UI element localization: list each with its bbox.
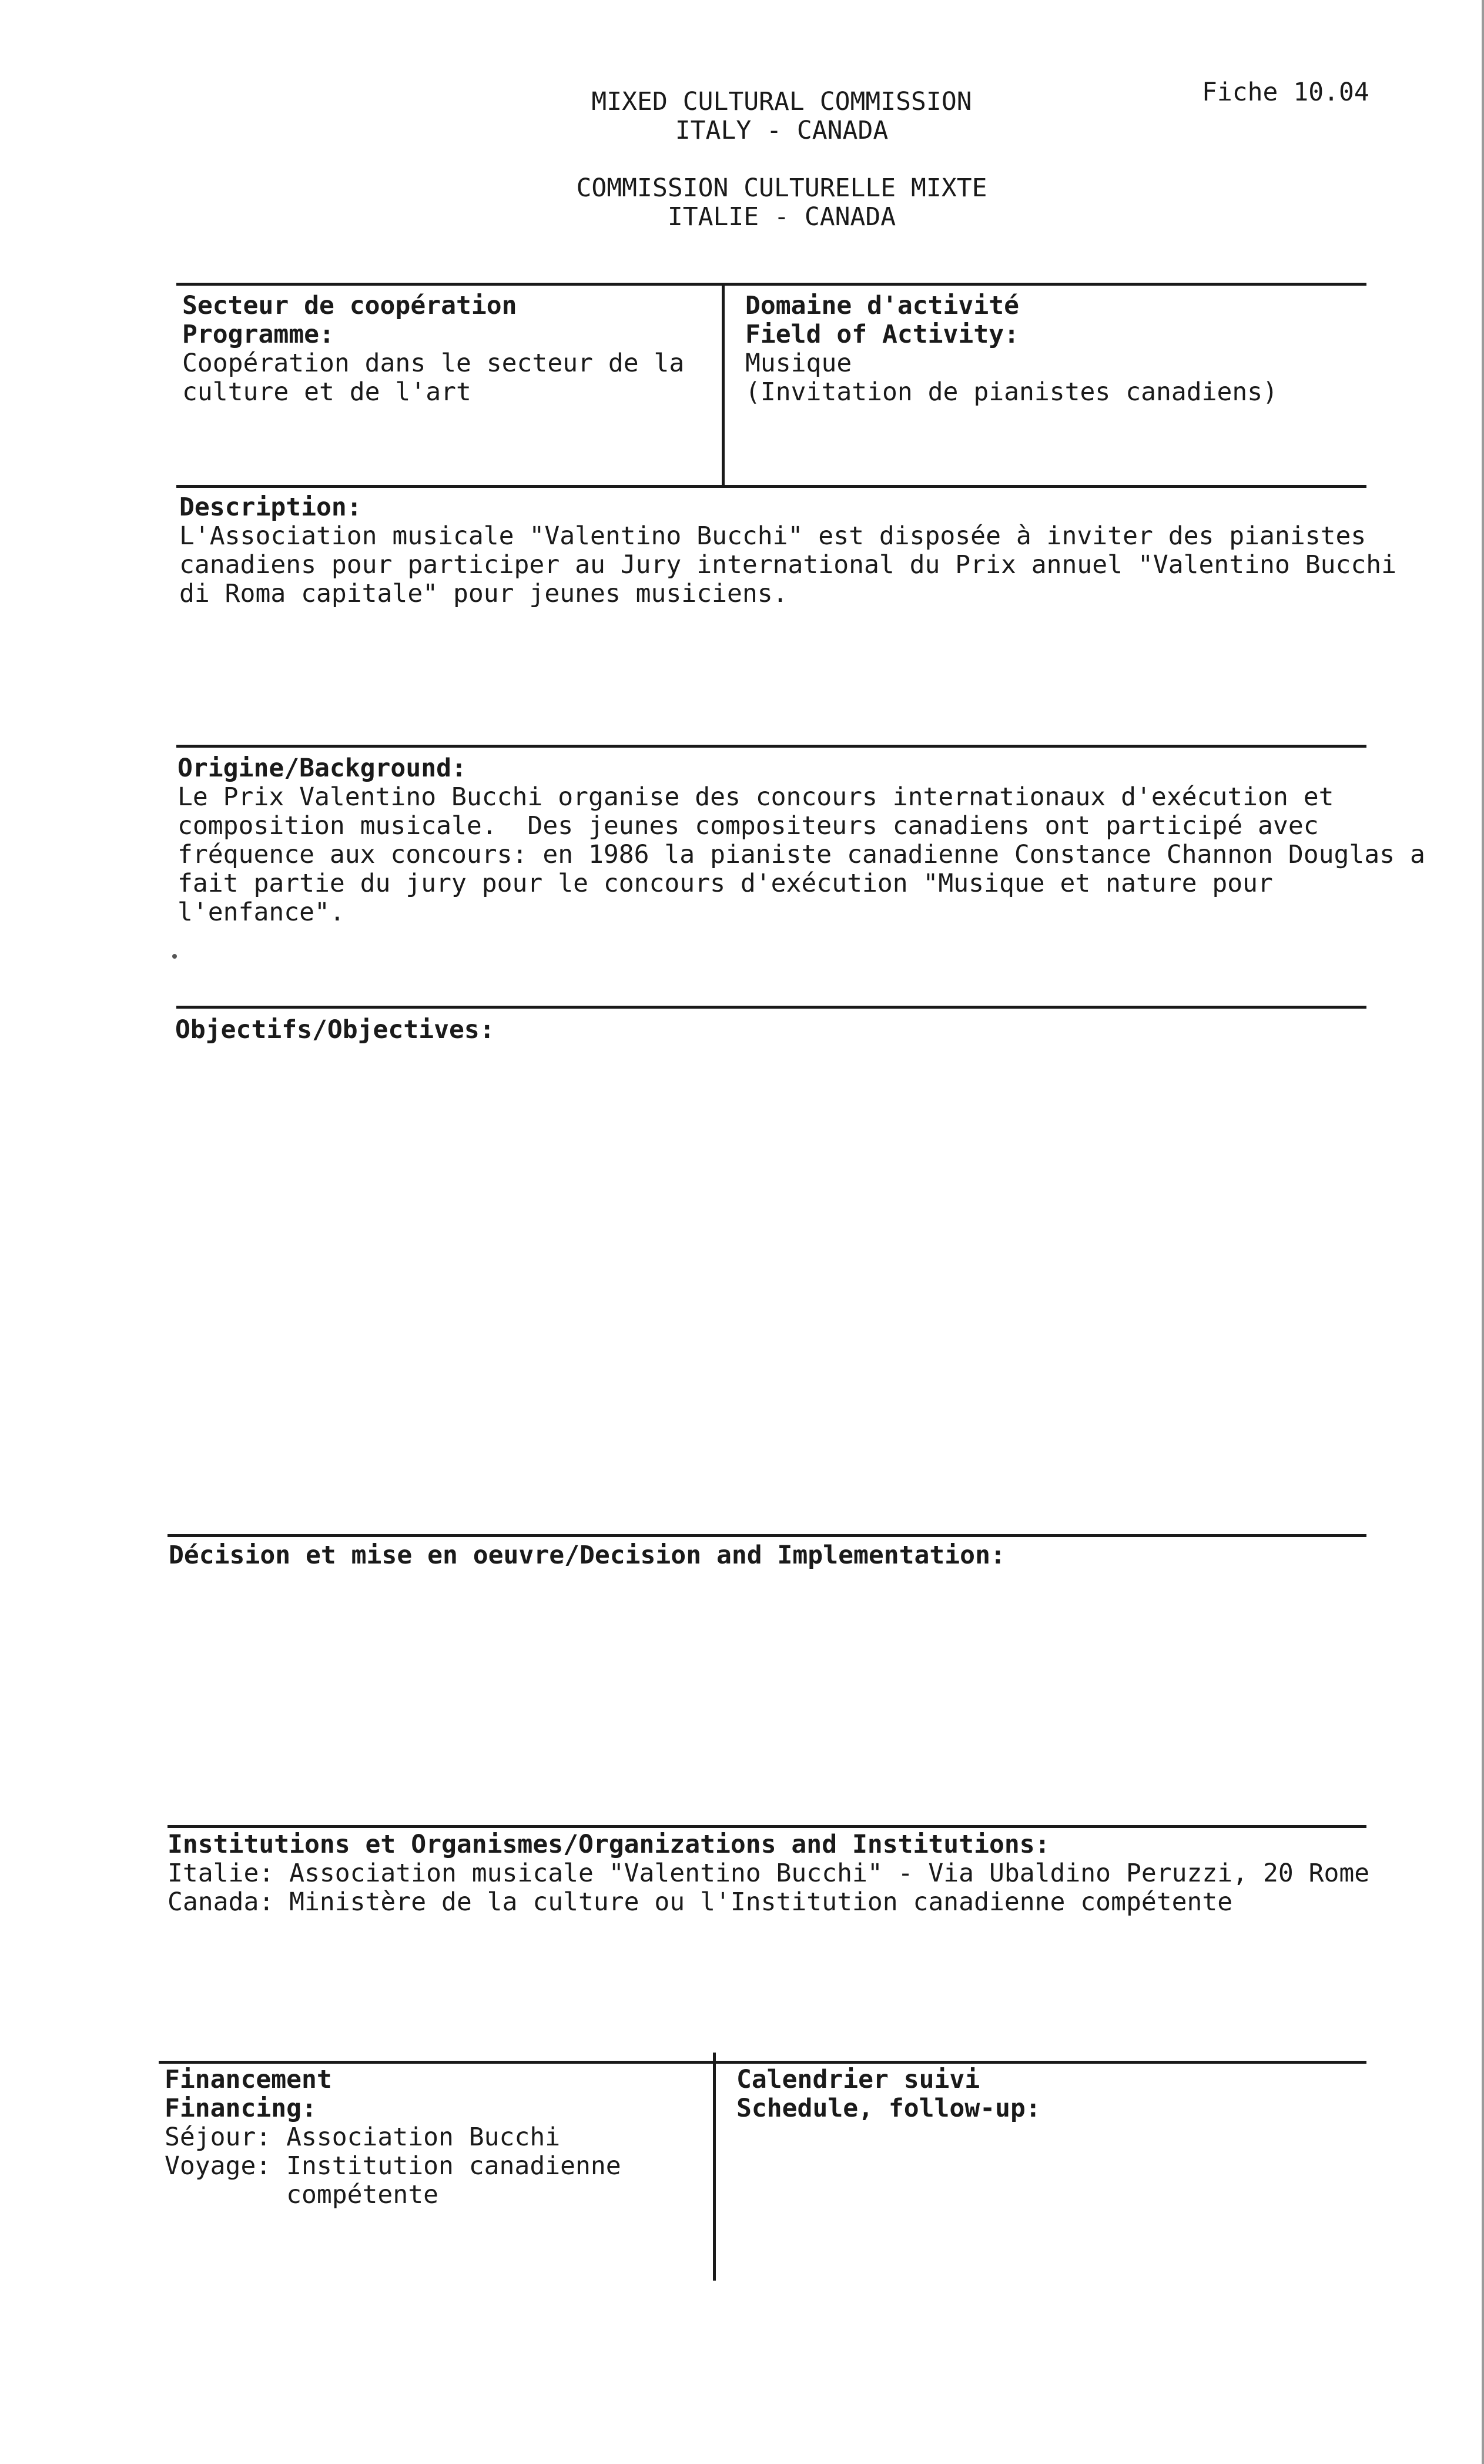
- header-countries-en: ITALY - CANADA: [675, 116, 889, 145]
- domaine-label: Domaine d'activité: [745, 291, 1019, 320]
- header-title-fr: COMMISSION CULTURELLE MIXTE: [576, 173, 987, 203]
- header-title-en: MIXED CULTURAL COMMISSION: [591, 87, 972, 116]
- rule-objectifs: [176, 1006, 1366, 1009]
- objectifs-label: Objectifs/Objectives:: [175, 1015, 495, 1044]
- rule-top: [176, 283, 1366, 286]
- field-of-activity-label: Field of Activity:: [745, 320, 1019, 349]
- programme-text: Coopération dans le secteur de la culture et de l'art: [182, 349, 685, 407]
- column-divider-bottom: [713, 2053, 716, 2281]
- origine-text: Le Prix Valentino Bucchi organise des concours internationaux d'exécution et composition musicale. Des jeunes compositeurs canadiens ont participé avec fréquence aux concours: en 1986 la pianiste canadienne Constance Channon Douglas a fait partie du jury pour le concours d'exécution "Musique et nature pour l'enfance".: [177, 782, 1425, 927]
- calendrier-label: Calendrier suivi: [736, 2065, 980, 2094]
- rule-decision: [168, 1534, 1366, 1537]
- stray-mark: [172, 954, 177, 959]
- rule-description: [176, 485, 1366, 488]
- fiche-number: Fiche 10.04: [1202, 78, 1369, 107]
- financing-text: Séjour: Association Bucchi Voyage: Institution canadienne compétente: [165, 2122, 621, 2209]
- rule-origine: [176, 745, 1366, 748]
- scan-edge: [1482, 0, 1484, 2464]
- decision-label: Décision et mise en oeuvre/Decision and Implementation:: [169, 1541, 1006, 1570]
- institutions-label: Institutions et Organismes/Organizations and Institutions:: [168, 1830, 1050, 1859]
- column-divider-top: [722, 283, 725, 487]
- description-text: L'Association musicale "Valentino Bucchi" est disposée à inviter des pianistes canadiens pour participer au Jury international du Prix annuel "Valentino Bucchi di Roma capitale" pour jeunes musiciens.: [179, 521, 1397, 608]
- header-countries-fr: ITALIE - CANADA: [667, 202, 896, 232]
- financing-label: Financing:: [165, 2094, 317, 2123]
- rule-institutions: [168, 1825, 1366, 1828]
- financement-label: Financement: [165, 2065, 332, 2094]
- field-of-activity-text: Musique (Invitation de pianistes canadiens): [745, 349, 1278, 407]
- rule-financement: [159, 2061, 1366, 2064]
- schedule-label: Schedule, follow-up:: [736, 2094, 1041, 2123]
- description-label: Description:: [179, 493, 362, 522]
- origine-label: Origine/Background:: [177, 754, 467, 783]
- institutions-text: Italie: Association musicale "Valentino Bucchi" - Via Ubaldino Peruzzi, 20 Rome Canada: Ministère de la culture ou l'Institution canadienne compétente: [168, 1859, 1370, 1917]
- programme-label: Programme:: [182, 320, 334, 349]
- secteur-label: Secteur de coopération: [182, 291, 517, 320]
